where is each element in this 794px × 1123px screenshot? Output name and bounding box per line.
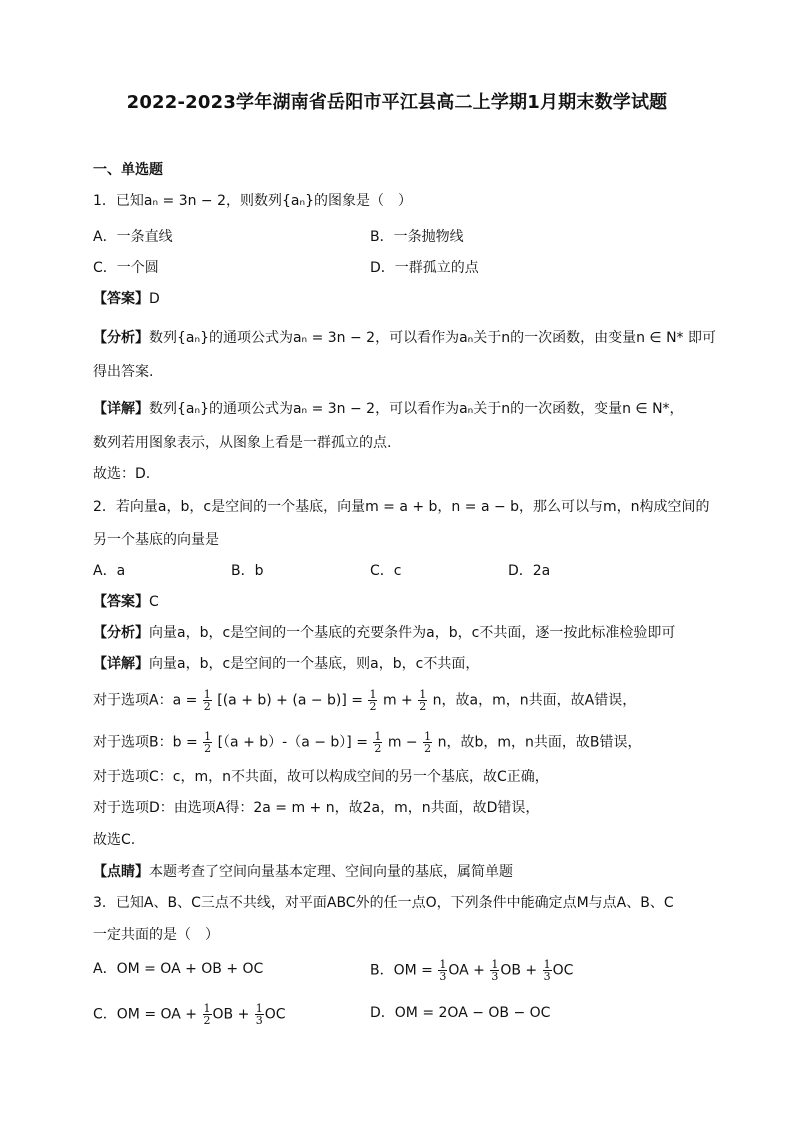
q2-answer-value: C — [149, 594, 159, 610]
q2-conclusion: 故选C. — [93, 832, 136, 848]
fraction-one-half: $\frac{1}{2}$ — [204, 730, 212, 755]
fraction-one-half: $\frac{1}{2}$ — [424, 730, 432, 755]
q2-option-b: B．b — [231, 563, 264, 579]
q3-option-a: A．OM = OA + OB + OC — [93, 961, 264, 977]
q2-option-a: A．a — [93, 563, 126, 579]
q2-comment-text: 本题考查了空间向量基本定理、空间向量的基底，属简单题 — [149, 864, 513, 880]
q1-detail-text: 数列{aₙ}的通项公式为aₙ = 3n − 2，可以看作为aₙ关于n的一次函数，变量n ∈ N*， — [149, 401, 684, 417]
q2-stem-cont: 另一个基底的向量是 — [93, 532, 219, 548]
fraction-one-half: $\frac{1}{2}$ — [369, 688, 377, 713]
q3-option-d: D．OM = 2OA − OB − OC — [370, 1005, 551, 1021]
fraction-one-third: $\frac{1}{3}$ — [439, 958, 447, 983]
section-heading: 一、单选题 — [93, 162, 163, 178]
analysis-label: 【分析】 — [93, 625, 149, 641]
page-title: 2022-2023学年湖南省岳阳市平江县高二上学期1月期末数学试题 — [126, 92, 668, 113]
q1-option-d: D．一群孤立的点 — [370, 260, 479, 276]
fraction-one-half: $\frac{1}{2}$ — [419, 688, 427, 713]
comment-label: 【点睛】 — [93, 864, 149, 880]
q2-detail — [93, 654, 479, 674]
q2-option-a-analysis: 对于选项A：a = $\frac{1}{2}$ [(a + b) + (a − b)] = $\frac{1}{2}$ m + $\frac{1}{2}$ n，故a，m，n共面，故A错误， — [93, 688, 637, 713]
q2-detail-text: 向量a，b，c是空间的一个基底，则a，b，c不共面， — [149, 656, 480, 672]
answer-label: 【答案】 — [93, 594, 149, 610]
q1-answer — [93, 289, 160, 309]
q1-option-a: A．一条直线 — [93, 229, 173, 245]
q3-stem: 3．已知A、B、C三点不共线，对平面ABC外的任一点O，下列条件中能确定点M与点A、B、C — [93, 895, 674, 911]
fraction-one-third: $\frac{1}{3}$ — [543, 958, 551, 983]
analysis-label: 【分析】 — [93, 330, 149, 346]
q3-option-c: C．OM = OA + $\frac{1}{2}$ OB + $\frac{1}{3}$ OC — [93, 1002, 286, 1027]
q1-analysis-cont: 得出答案. — [93, 364, 154, 380]
fraction-one-third: $\frac{1}{3}$ — [491, 958, 499, 983]
q2-comment — [93, 862, 513, 882]
q1-detail-3: 故选：D. — [93, 466, 151, 482]
answer-label: 【答案】 — [93, 291, 149, 307]
q3-option-b: B．OM = $\frac{1}{3}$ OA + $\frac{1}{3}$ OB + $\frac{1}{3}$ OC — [370, 958, 574, 983]
q2-option-d-analysis: 对于选项D：由选项A得：2a = m + n，故2a，m，n共面，故D错误， — [93, 800, 540, 816]
q2-option-c-analysis: 对于选项C：c，m，n不共面，故可以构成空间的另一个基底，故C正确， — [93, 769, 549, 785]
detail-label: 【详解】 — [93, 401, 149, 417]
q1-option-b: B．一条抛物线 — [370, 229, 464, 245]
q1-analysis-text: 数列{aₙ}的通项公式为aₙ = 3n − 2，可以看作为aₙ关于n的一次函数，由变量n ∈ N* 即可 — [149, 330, 716, 346]
q2-analysis — [93, 623, 675, 643]
q1-option-c: C．一个圆 — [93, 260, 159, 276]
fraction-one-half: $\frac{1}{2}$ — [203, 1002, 211, 1027]
q1-answer-value: D — [149, 291, 160, 307]
q1-detail — [93, 399, 684, 419]
q2-option-d: D．2a — [508, 563, 551, 579]
q2-analysis-text: 向量a，b，c是空间的一个基底的充要条件为a，b，c不共面，逐一按此标准检验即可 — [149, 625, 676, 641]
q3-stem-cont: 一定共面的是（ ） — [93, 927, 219, 943]
fraction-one-third: $\frac{1}{3}$ — [255, 1002, 263, 1027]
q2-stem: 2．若向量a，b，c是空间的一个基底，向量m = a + b，n = a − b，那么可以与m，n构成空间的 — [93, 499, 710, 515]
fraction-one-half: $\frac{1}{2}$ — [203, 688, 211, 713]
q1-stem: 1．已知aₙ = 3n − 2，则数列{aₙ}的图象是（ ） — [93, 193, 412, 209]
q2-answer — [93, 592, 159, 612]
q2-option-b-analysis: 对于选项B：b = $\frac{1}{2}$ [（a + b）-（a − b）] = $\frac{1}{2}$ m − $\frac{1}{2}$ n，故b，m，n共面，故B错误， — [93, 730, 642, 755]
fraction-one-half: $\frac{1}{2}$ — [374, 730, 382, 755]
detail-label: 【详解】 — [93, 656, 149, 672]
q1-analysis — [93, 328, 716, 348]
q1-detail-2: 数列若用图象表示，从图象上看是一群孤立的点. — [93, 435, 392, 451]
q2-option-c: C．c — [370, 563, 402, 579]
